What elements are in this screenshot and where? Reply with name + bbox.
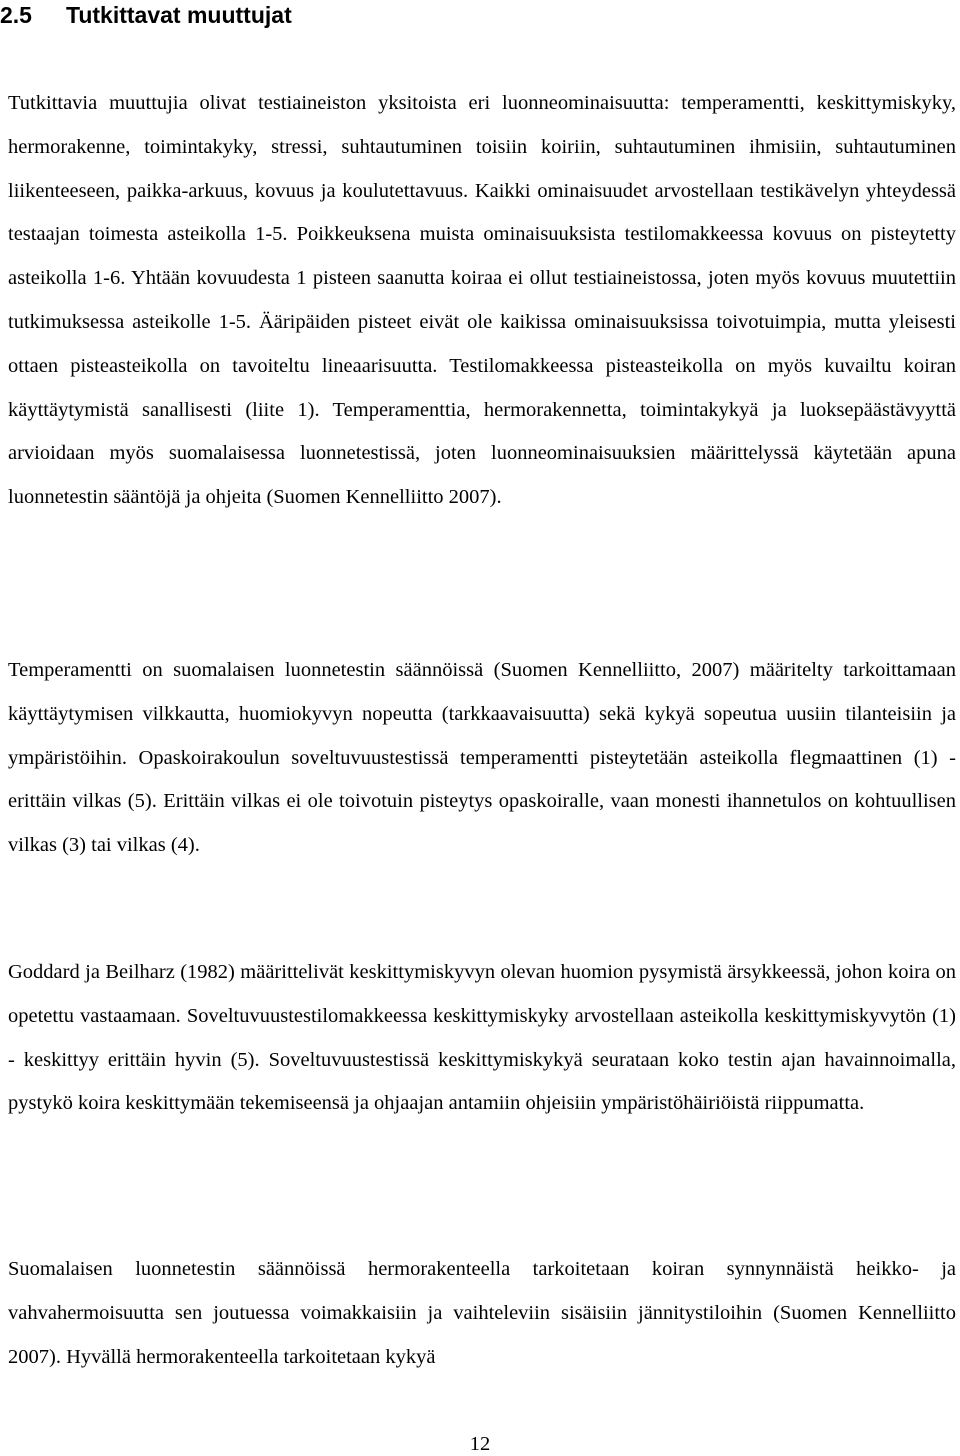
paragraph-nerve-structure: Suomalaisen luonnetestin säännöissä hermorakenteella tarkoitetaan koiran synnynnäistä heikko- ja vahvahermoisuutta sen joutuessa voimakkaisiin ja vaihteleviin sisäisiin jännitystiloihin (Suomen Kennelliitto 2007). Hyvällä hermorakenteella tarkoitetaan kykyä bbox=[8, 1258, 956, 1368]
paragraph-variables-overview: Tutkittavia muuttujia olivat testiaineiston yksitoista eri luonneominaisuutta: temperamentti, keskittymiskyky, hermorakenne, toimintakyky, stressi, suhtautuminen toisiin koiriin, suhtautuminen ihmisiin, suhtautuminen liikenteeseen, paikka-arkuus, kovuus ja koulutettavuus. Kaikki ominaisuudet arvostellaan testikävelyn yhteydessä testaajan toimesta asteikolla 1-5. Poikkeuksena muista ominaisuuksista testilomakkeessa kovuus on pisteytetty asteikolla 1-6. Yhtään kovuudesta 1 pisteen saanutta koiraa ei ollut testiaineistossa, joten myös kovuus muutettiin tutkimuksessa asteikolle 1-5. Ääripäiden pisteet eivät ole kaikissa ominaisuuksissa toivotuimpia, mutta yleisesti ottaen pisteasteikolla on tavoiteltu lineaarisuutta. Testilomakkeessa pisteasteikolla on myös kuvailtu koiran käyttäytymistä sanallisesti (liite 1). Temperamenttia, hermorakennetta, toimintakykyä ja luoksepäästävyyttä arvioidaan myös suomalaisessa luonnetestissä, joten luonneominaisuuksien määrittelyssä käytetään apuna luonnetestin sääntöjä ja ohjeita (Suomen Kennelliitto 2007). bbox=[8, 92, 956, 509]
section-heading bbox=[0, 2, 292, 28]
paragraph-concentration: Goddard ja Beilharz (1982) määrittelivät keskittymiskyvyn olevan huomion pysymistä ärsykkeessä, johon koira on opetettu vastaamaan. Soveltuvuustestilomakkeessa keskittymiskyky arvostellaan asteikolla keskittymiskyvytön (1) - keskittyy erittäin hyvin (5). Soveltuvuustestissä keskittymiskykyä seurataan koko testin ajan havainnoimalla, pystykö koira keskittymään tekemiseensä ja ohjaajan antamiin ohjeisiin ympäristöhäiriöistä riippumatta. bbox=[8, 961, 956, 1115]
page-number: 12 bbox=[469, 1433, 491, 1455]
paragraph-temperament: Temperamentti on suomalaisen luonnetestin säännöissä (Suomen Kennelliitto, 2007) määritelty tarkoittamaan käyttäytymisen vilkkautta, huomiokyvyn nopeutta (tarkkaavaisuutta) sekä kykyä sopeutua uusiin tilanteisiin ja ympäristöihin. Opaskoirakoulun soveltuvuustestissä temperamentti pisteytetään asteikolla flegmaattinen (1) - erittäin vilkas (5). Erittäin vilkas ei ole toivotuin pisteytys opaskoiralle, vaan monesti ihannetulos on kohtuullisen vilkas (3) tai vilkas (4). bbox=[8, 659, 956, 857]
section-title: Tutkittavat muuttujat bbox=[66, 2, 292, 28]
section-number: 2.5 bbox=[0, 2, 32, 28]
